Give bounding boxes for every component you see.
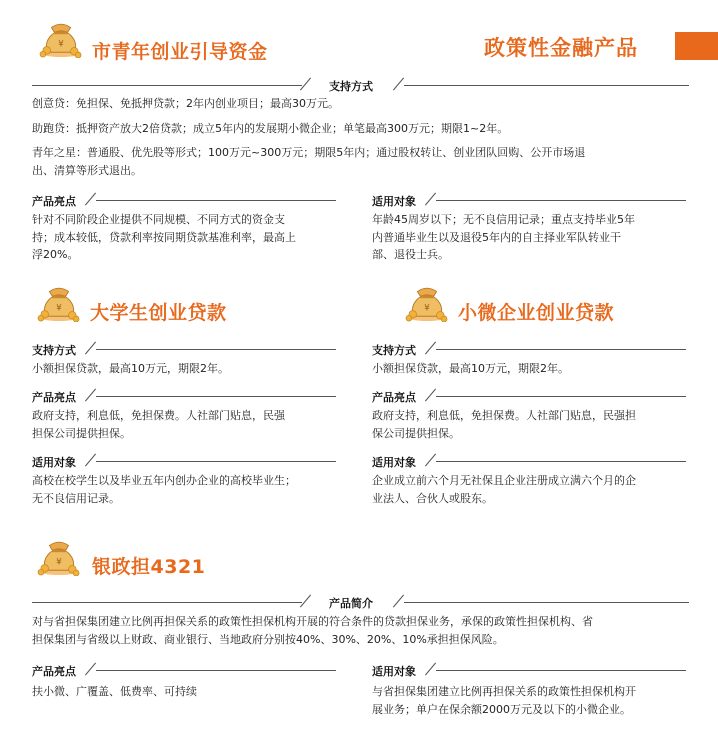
divider-slash	[85, 663, 96, 676]
section-title: 小微企业创业贷款	[458, 302, 615, 324]
text-line: 企业成立前六个月无社保且企业注册成立满六个月的企	[372, 474, 636, 487]
target-text	[372, 683, 702, 718]
text-line: 高校在校学生以及毕业五年内创办企业的高校毕业生；	[32, 474, 296, 487]
divider	[32, 85, 302, 86]
divider-slash	[393, 78, 404, 91]
target-text	[372, 211, 692, 264]
divider	[96, 200, 336, 201]
support-line: 创意贷：免担保、免抵押贷款；2年内创业项目；最高30万元。	[32, 97, 339, 110]
intro-text	[32, 613, 692, 648]
support-line: 出、清算等形式退出。	[32, 163, 142, 177]
support-text: 小额担保贷款，最高10万元，期限2年。	[32, 362, 229, 375]
divider-slash	[425, 389, 436, 402]
target-header: 适用对象	[32, 456, 76, 469]
divider	[32, 602, 302, 603]
divider	[404, 85, 689, 86]
page-title: 政策性金融产品	[484, 36, 638, 60]
highlight-text	[32, 211, 352, 264]
target-header: 适用对象	[372, 665, 416, 678]
text-line: 年龄45周岁以下；无不良信用记录；重点支持毕业5年	[372, 213, 635, 226]
support-text	[32, 95, 692, 179]
text-line: 与省担保集团建立比例再担保关系的政策性担保机构开	[372, 685, 636, 698]
text-line: 保公司提供担保。	[372, 426, 460, 440]
divider	[436, 670, 686, 671]
money-bag-icon	[404, 282, 450, 322]
text-line: 政府支持，利息低，免担保费。人社部门贴息，民强	[32, 409, 285, 422]
highlight-header: 产品亮点	[372, 391, 416, 404]
support-header: 支持方式	[32, 344, 76, 357]
highlight-header: 产品亮点	[32, 391, 76, 404]
support-line: 青年之星：普通股、优先股等形式；100万元~300万元；期限5年内；通过股权转让、创业团队回购、公开市场退	[32, 146, 586, 159]
divider	[96, 349, 336, 350]
accent-block	[675, 32, 718, 60]
text-line: 担保公司提供担保。	[32, 426, 131, 440]
target-header: 适用对象	[372, 456, 416, 469]
divider-slash	[300, 78, 311, 91]
section-title: 大学生创业贷款	[90, 302, 227, 324]
divider-slash	[425, 342, 436, 355]
support-text: 小额担保贷款，最高10万元，期限2年。	[372, 362, 569, 375]
target-text	[372, 472, 692, 507]
money-bag-icon	[36, 282, 82, 322]
text-line: 无不良信用记录。	[32, 491, 120, 505]
divider-slash	[425, 454, 436, 467]
text-line: 部、退役士兵。	[372, 248, 449, 261]
divider-slash	[85, 454, 96, 467]
divider	[96, 396, 336, 397]
target-text	[32, 472, 362, 507]
divider-slash	[300, 595, 311, 608]
text-line: 浮20%。	[32, 248, 79, 261]
text-line: 业法人、合伙人或股东。	[372, 491, 493, 505]
divider	[436, 461, 686, 462]
text-line: 政府支持，利息低，免担保费。人社部门贴息，民强担	[372, 409, 636, 422]
divider-slash	[85, 193, 96, 206]
section-title: 银政担4321	[92, 556, 206, 578]
divider	[436, 200, 686, 201]
section-title: 市青年创业引导资金	[92, 41, 268, 63]
divider-slash	[393, 595, 404, 608]
text-line: 持；成本较低，贷款利率按同期贷款基准利率，最高上	[32, 230, 296, 244]
divider	[96, 670, 336, 671]
divider-slash	[85, 389, 96, 402]
highlight-header: 产品亮点	[32, 195, 76, 208]
support-header: 支持方式	[372, 344, 416, 357]
divider	[404, 602, 689, 603]
intro-header: 产品简介	[329, 597, 373, 610]
support-header: 支持方式	[329, 80, 373, 93]
highlight-header: 产品亮点	[32, 665, 76, 678]
text-line: 对与省担保集团建立比例再担保关系的政策性担保机构开展的符合条件的贷款担保业务，承保的政策性担保机构、省	[32, 615, 593, 628]
divider-slash	[85, 342, 96, 355]
text-line: 内普通毕业生以及退役5年内的自主择业军队转业干	[372, 230, 621, 244]
divider-slash	[425, 663, 436, 676]
money-bag-icon	[38, 18, 84, 58]
highlight-text	[32, 407, 352, 442]
highlight-text	[372, 407, 692, 442]
highlight-text: 扶小微、广覆盖、低费率、可持续	[32, 685, 197, 698]
money-bag-icon	[36, 536, 82, 576]
text-line: 针对不同阶段企业提供不同规模、不同方式的资金支	[32, 213, 285, 226]
support-line: 助跑贷：抵押资产放大2倍贷款；成立5年内的发展期小微企业；单笔最高300万元；期限1~2年。	[32, 121, 509, 135]
divider	[436, 349, 686, 350]
text-line: 展业务；单户在保余额2000万元及以下的小微企业。	[372, 702, 631, 716]
divider	[96, 461, 336, 462]
divider	[436, 396, 686, 397]
target-header: 适用对象	[372, 195, 416, 208]
divider-slash	[425, 193, 436, 206]
text-line: 担保集团与省级以上财政、商业银行、当地政府分别按40%、30%、20%、10%承担担保风险。	[32, 632, 504, 646]
